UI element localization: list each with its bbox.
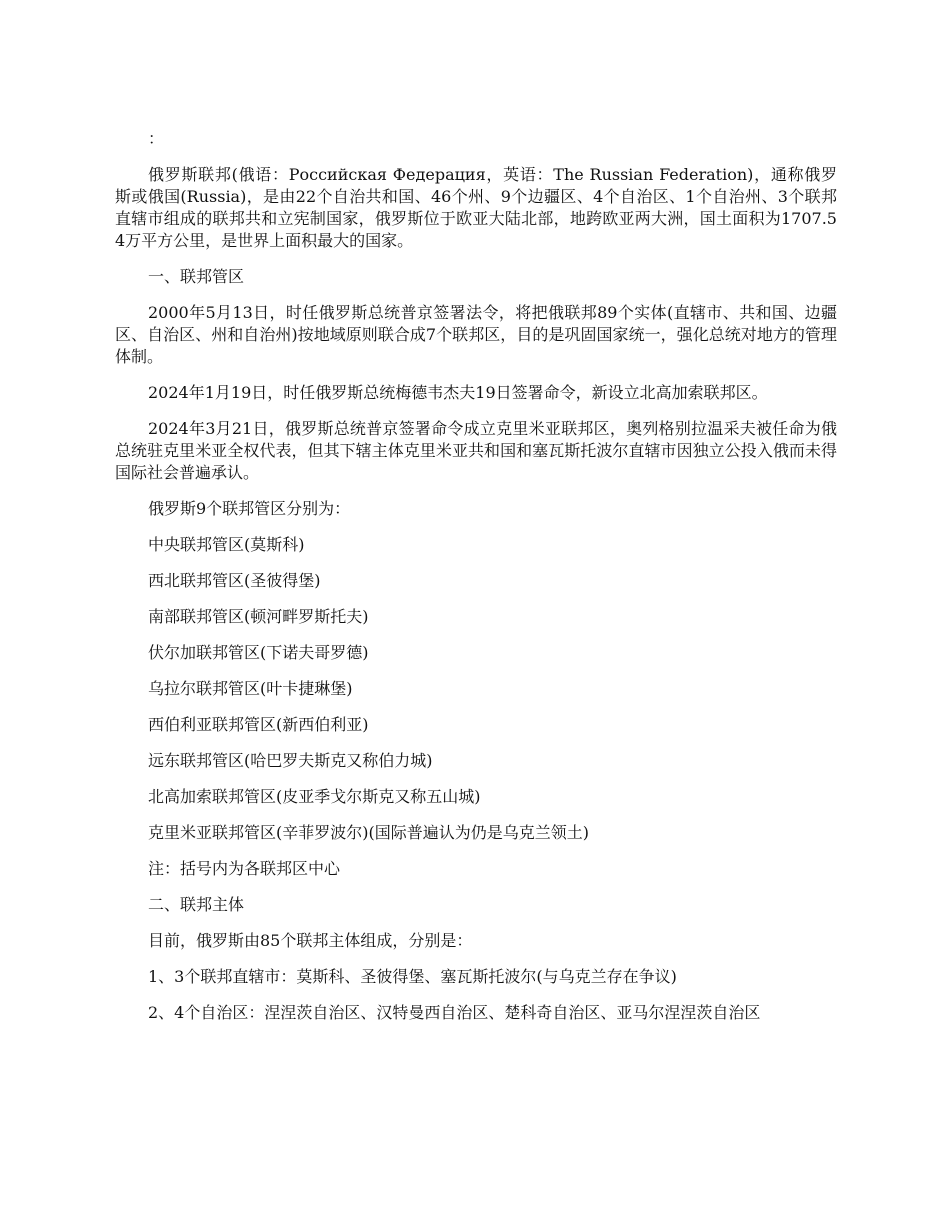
leading-colon: ： (148, 129, 165, 148)
list-item: 远东联邦管区(哈巴罗夫斯克又称伯力城) (148, 751, 433, 770)
paragraph-autonomous-okrugs: 2、4个自治区：涅涅茨自治区、汉特曼西自治区、楚科奇自治区、亚马尔涅涅茨自治区 (148, 1003, 761, 1022)
paragraph-nine-districts-intro: 俄罗斯9个联邦管区分别为： (148, 499, 351, 518)
paragraph-2024-crimea: 2024年3月21日，俄罗斯总统普京签署命令成立克里米亚联邦区，奥列格别拉温采夫被任命为俄总统驻克里米亚全权代表，但其下辖主体克里米亚共和国和塞瓦斯托波尔直辖市因独立公投入俄而未得国际社会普遍承认。 (115, 419, 837, 482)
paragraph-2024-north-caucasus: 2024年1月19日，时任俄罗斯总统梅德韦杰夫19日签署命令，新设立北高加索联邦区。 (148, 383, 768, 402)
list-item: 中央联邦管区(莫斯科) (148, 535, 305, 554)
note-paragraph: 注：括号内为各联邦区中心 (148, 859, 341, 878)
section-heading-federal-districts: 一、联邦管区 (148, 267, 245, 286)
document-body (115, 128, 837, 1038)
list-item: 西伯利亚联邦管区(新西伯利亚) (148, 715, 369, 734)
list-item: 北高加索联邦管区(皮亚季戈尔斯克又称五山城) (148, 787, 481, 806)
paragraph-subjects-intro: 目前，俄罗斯由85个联邦主体组成，分别是： (148, 931, 473, 950)
paragraph-federal-cities: 1、3个联邦直辖市：莫斯科、圣彼得堡、塞瓦斯托波尔(与乌克兰存在争议) (148, 967, 677, 986)
section-heading-federal-subjects: 二、联邦主体 (148, 895, 245, 914)
list-item: 克里米亚联邦管区(辛菲罗波尔)(国际普遍认为仍是乌克兰领土) (148, 823, 589, 842)
list-item: 西北联邦管区(圣彼得堡) (148, 571, 321, 590)
intro-paragraph: 俄罗斯联邦(俄语：Российская Федерация，英语：The Russian Federation)，通称俄罗斯或俄国(Russia)，是由22个自治共和国、46个州、9个边疆区、4个自治区、1个自治州、3个联邦直辖市组成的联邦共和立宪制国家，俄罗斯位于欧亚大陆北部，地跨欧亚两大洲，国土面积为1707.54万平方公里，是世界上面积最大的国家。 (115, 165, 837, 250)
list-item: 乌拉尔联邦管区(叶卡捷琳堡) (148, 679, 353, 698)
list-item: 南部联邦管区(顿河畔罗斯托夫) (148, 607, 369, 626)
paragraph-2000-decree: 2000年5月13日，时任俄罗斯总统普京签署法令，将把俄联邦89个实体(直辖市、共和国、边疆区、自治区、州和自治州)按地域原则联合成7个联邦区，目的是巩固国家统一，强化总统对地方的管理体制。 (115, 303, 837, 366)
list-item: 伏尔加联邦管区(下诺夫哥罗德) (148, 643, 369, 662)
